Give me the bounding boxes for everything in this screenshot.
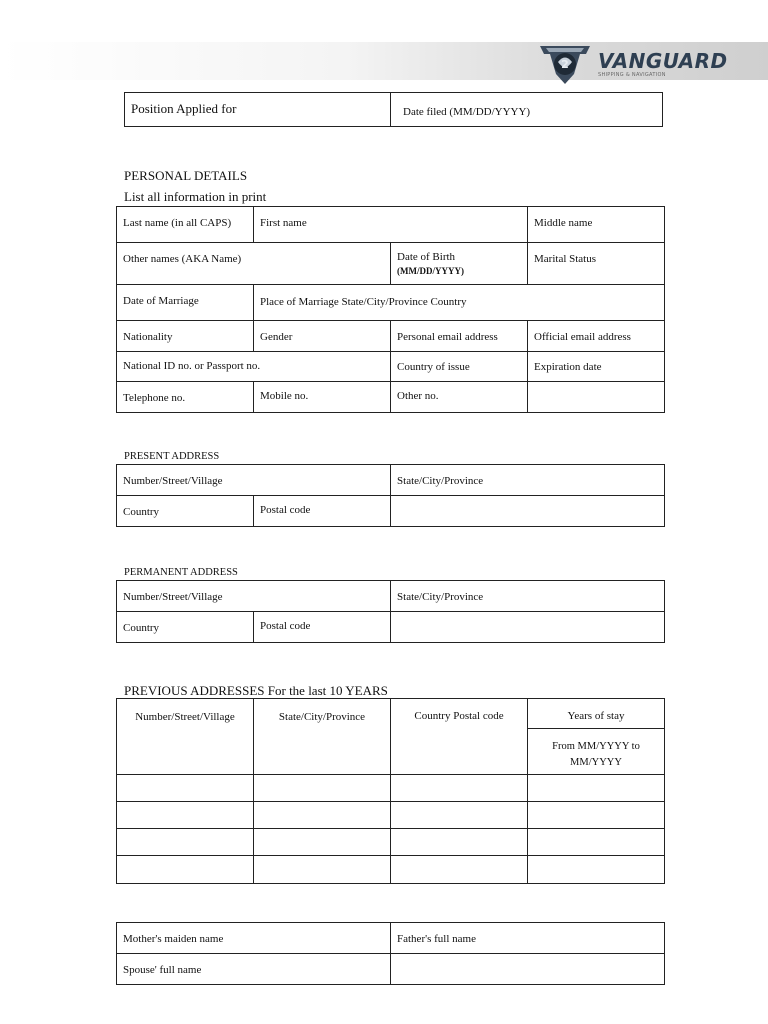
logo-emblem-icon	[536, 40, 594, 88]
official-email-field[interactable]	[528, 321, 665, 352]
table-cell[interactable]	[391, 829, 528, 856]
telephone-label: Telephone no.	[123, 392, 186, 404]
telephone-field[interactable]	[117, 382, 254, 413]
logo-tagline: SHIPPING & NAVIGATION	[598, 72, 666, 78]
expiration-date-field[interactable]	[528, 352, 665, 382]
father-full-name-label: Father's full name	[397, 933, 476, 945]
first-name-field[interactable]	[254, 207, 528, 243]
table-cell[interactable]	[117, 802, 254, 829]
dob-label: Date of Birth	[397, 251, 456, 263]
gender-field[interactable]	[254, 321, 391, 352]
gender-label: Gender	[260, 331, 293, 343]
present-street-field[interactable]	[117, 465, 391, 496]
other-no-label: Other no.	[397, 390, 439, 402]
mother-maiden-name-label: Mother's maiden name	[123, 933, 224, 945]
mother-maiden-name-field[interactable]	[117, 923, 391, 954]
place-of-marriage-label: Place of Marriage State/City/Province Country	[260, 296, 467, 308]
permanent-country-field[interactable]	[117, 612, 254, 643]
blank-field[interactable]	[528, 382, 665, 413]
personal-details-subtitle: List all information in print	[124, 189, 267, 204]
previous-addresses-title: PREVIOUS ADDRESSES For the last 10 YEARS	[124, 683, 388, 698]
table-cell[interactable]	[254, 802, 391, 829]
country-of-issue-label: Country of issue	[397, 361, 470, 373]
table-cell[interactable]	[117, 829, 254, 856]
from-to-line1: From MM/YYYY to	[552, 741, 640, 752]
dob-field[interactable]	[391, 243, 528, 285]
logo-name: VANGUARD	[598, 49, 728, 73]
first-name-label: First name	[260, 217, 307, 229]
table-cell[interactable]	[254, 829, 391, 856]
personal-email-label: Personal email address	[397, 331, 498, 343]
personal-email-field[interactable]	[391, 321, 528, 352]
personal-details-title: PERSONAL DETAILS	[124, 168, 248, 183]
position-applied-field[interactable]	[125, 93, 391, 127]
permanent-street-label: Number/Street/Village	[123, 591, 223, 603]
present-country-field[interactable]	[117, 496, 254, 527]
position-applied-label: Position Applied for	[131, 101, 237, 116]
personal-details-table	[116, 206, 665, 413]
col-state-label: State/City/Province	[278, 711, 366, 723]
national-id-field[interactable]	[117, 352, 391, 382]
place-of-marriage-field[interactable]	[254, 285, 665, 321]
table-row	[117, 775, 665, 802]
present-postal-label: Postal code	[260, 504, 311, 516]
table-cell[interactable]	[117, 775, 254, 802]
permanent-address-title: PERMANENT ADDRESS	[124, 567, 238, 578]
national-id-label: National ID no. or Passport no.	[123, 360, 261, 372]
official-email-label: Official email address	[534, 331, 631, 343]
present-country-label: Country	[123, 506, 160, 518]
table-cell[interactable]	[528, 802, 665, 829]
present-address-table	[116, 464, 665, 527]
table-row	[117, 829, 665, 856]
previous-addresses-table	[116, 698, 665, 884]
svg-text:2: 2	[561, 58, 569, 71]
mobile-label: Mobile no.	[260, 390, 309, 402]
vanguard-logo	[536, 40, 756, 88]
col-years-label: Years of stay	[567, 710, 625, 722]
date-of-marriage-label: Date of Marriage	[123, 295, 199, 307]
present-blank-field[interactable]	[391, 496, 665, 527]
date-filed-field[interactable]	[391, 93, 663, 127]
spouse-full-name-field[interactable]	[117, 954, 391, 985]
table-cell[interactable]	[391, 856, 528, 884]
present-state-field[interactable]	[391, 465, 665, 496]
family-table	[116, 922, 665, 985]
country-of-issue-field[interactable]	[391, 352, 528, 382]
from-to-line2: MM/YYYY	[570, 757, 622, 768]
table-cell[interactable]	[528, 856, 665, 884]
middle-name-label: Middle name	[534, 217, 593, 229]
table-cell[interactable]	[528, 829, 665, 856]
other-names-field[interactable]	[117, 243, 391, 285]
present-postal-field[interactable]	[254, 496, 391, 527]
table-cell[interactable]	[391, 775, 528, 802]
col-street-header	[117, 699, 254, 775]
permanent-postal-field[interactable]	[254, 612, 391, 643]
col-from-to-header	[528, 729, 665, 775]
table-cell[interactable]	[254, 856, 391, 884]
mobile-field[interactable]	[254, 382, 391, 413]
col-country-postal-header	[391, 699, 528, 775]
marital-status-label: Marital Status	[534, 253, 597, 265]
permanent-country-label: Country	[123, 622, 160, 634]
nationality-label: Nationality	[123, 331, 173, 343]
dob-format: (MM/DD/YYYY)	[397, 266, 464, 276]
permanent-blank-field[interactable]	[391, 612, 665, 643]
table-cell[interactable]	[254, 775, 391, 802]
marital-status-field[interactable]	[528, 243, 665, 285]
last-name-label: Last name (in all CAPS)	[123, 217, 232, 229]
table-row	[117, 802, 665, 829]
table-cell[interactable]	[391, 802, 528, 829]
table-cell[interactable]	[117, 856, 254, 884]
table-cell[interactable]	[528, 775, 665, 802]
position-table	[124, 92, 663, 127]
present-street-label: Number/Street/Village	[123, 475, 223, 487]
nationality-field[interactable]	[117, 321, 254, 352]
col-years-header	[528, 699, 665, 729]
col-street-label: Number/Street/Village	[135, 711, 235, 723]
other-names-label: Other names (AKA Name)	[123, 253, 242, 265]
permanent-state-field[interactable]	[391, 581, 665, 612]
col-state-header	[254, 699, 391, 775]
last-name-field[interactable]	[117, 207, 254, 243]
expiration-date-label: Expiration date	[534, 361, 602, 373]
date-filed-label: Date filed (MM/DD/YYYY)	[403, 106, 531, 118]
other-no-field[interactable]	[391, 382, 528, 413]
spouse-full-name-label: Spouse' full name	[123, 964, 202, 976]
col-country-postal-label: Country Postal code	[414, 710, 504, 722]
family-blank-field[interactable]	[391, 954, 665, 985]
middle-name-field[interactable]	[528, 207, 665, 243]
permanent-street-field[interactable]	[117, 581, 391, 612]
permanent-address-table	[116, 580, 665, 643]
present-state-label: State/City/Province	[397, 475, 484, 487]
present-address-title: PRESENT ADDRESS	[124, 451, 220, 462]
date-of-marriage-field[interactable]	[117, 285, 254, 321]
table-row	[117, 856, 665, 884]
father-full-name-field[interactable]	[391, 923, 665, 954]
permanent-state-label: State/City/Province	[397, 591, 484, 603]
permanent-postal-label: Postal code	[260, 620, 311, 632]
